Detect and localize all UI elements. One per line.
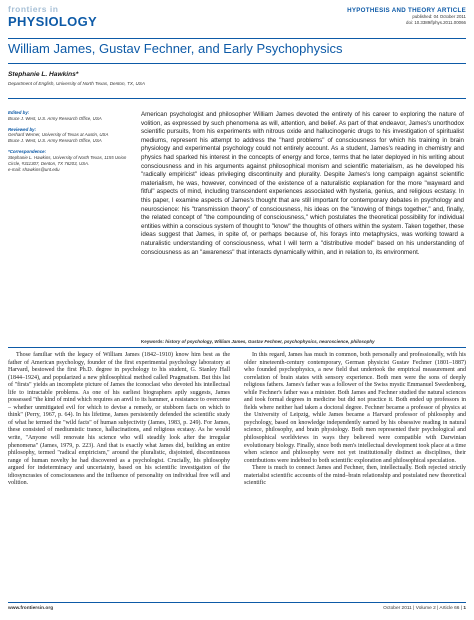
header-rule xyxy=(8,38,466,39)
journal-logo xyxy=(8,5,97,28)
keywords-list: history of psychology, William James, Gustav Fechner, psychophysics, neuroscience, philosophy xyxy=(165,339,375,344)
article-type: HYPOTHESIS AND THEORY ARTICLE xyxy=(347,7,466,14)
affiliation-rule xyxy=(8,98,466,99)
correspondence-label: *Correspondence: xyxy=(8,149,47,155)
footer-date-volume: October 2011 | Volume 2 | Article 66 | xyxy=(383,606,462,611)
article-meta xyxy=(347,7,466,25)
logo-main-text: PHYSIOLOGY xyxy=(8,13,97,29)
keywords-rule xyxy=(8,347,466,348)
edited-by-label: Edited by: xyxy=(8,110,30,115)
body-column-right xyxy=(244,352,466,488)
article-title: William James, Gustav Fechner, and Early Psychophysics xyxy=(8,41,343,56)
title-rule xyxy=(8,63,466,64)
body-column-left xyxy=(8,352,230,488)
correspondence-value: Stephanie L. Hawkins, University of North Texas, 1155 Union Circle, #311307, Denton, TX 76203, USA. e-mail: shawkins@unt.edu xyxy=(8,154,127,172)
doi: doi: 10.3389/fphys.2011.00066 xyxy=(406,19,466,25)
journal-header xyxy=(8,0,466,36)
published-date: published: 04 October 2011 xyxy=(412,14,466,19)
journal-url[interactable]: www.frontiersin.org xyxy=(8,606,54,611)
reviewed-by-label: Reviewed by: xyxy=(8,126,37,132)
body-paragraph: Those familiar with the legacy of William James (1842–1910) know him best as the father of American psychology, founder of the first experimental psychology laboratory at Harvard, bestowed the first Ph.D. degree in psychology to his student, G. Stanley Hall (1844–1924), and popularized a new philosophical method called Pragmatism. But this list of "firsts" yields an incomplete picture of James the iconoclast who devoted his intellectual life to intractable problems. As one of his earliest biographers aptly suggests, James possessed "the kind of mind which requires an anvil to its hammer, a resistance to overcome – whether unmitigated evil for which to devise a remedy, or stubborn facts on which to think" (Perry, 1967, p. 64). In his lifetime, James persistently defended the scientific study of what he termed the "wild facts" of human subjectivity (James, 1983, p. 249). For James, these consisted of mediumistic trance, hallucinations, and religious ecstasy. As he would write, "Anyone will renovate his science who will steadily look after the irregular phenomena" (James, 1979, p. 223). And that is exactly what James did, building an entire philosophy, termed "radical empiricism," around the pluralistic, disjointed, discontinuous range of human novelty he had discovered as a psychologist. Crucially, his philosophy argued for indeterminacy and uncertainty, based on his scientific investigation of the idiosyncrasies of consciousness and the influence of personality on individual free will and volition. xyxy=(8,352,230,487)
keywords xyxy=(141,339,464,344)
footer-citation xyxy=(383,606,466,611)
body-paragraph: There is much to connect James and Fechner, then, intellectually. Both rejected strictly materialist scientific accounts of the mind–brain relationship and postulated new theoretical scientific xyxy=(244,465,466,487)
page-number: 1 xyxy=(463,606,466,611)
reviewed-by-value: Gerhard Werner, University of Texas at Austin, USA Bruce J. West, U.S. Army Research Office, USA xyxy=(8,132,109,144)
editorial-sidebar xyxy=(8,110,128,172)
author-name: Stephanie L. Hawkins* xyxy=(8,71,79,78)
logo-top-text: frontiers in xyxy=(8,4,59,14)
edited-by-value: Bruce J. West, U.S. Army Research Office, USA xyxy=(8,115,102,121)
author-affiliation: Department of English, University of North Texas, Denton, TX, USA xyxy=(8,81,145,86)
abstract: American psychologist and philosopher William James devoted the entirety of his career to exploring the nature of volition, as expressed by such phenomena as will, attention, and belief. As part of that endeavor, James's unorthodox scientific pursuits, from his experiments with nitrous oxide and hallucinogenic drugs to his investigation of spiritualist mediums, represent his attempt to address the "hard problems" of consciousness for which his training in brain physiology and experimental psychology could not entirely account. As a student, James's reading in chemistry and physics had sparked his interest in the concepts of energy and force, terms that he later deployed in his writing about consciousness and in his arguments against philosophical monism and scientific materialism, as he developed his "radically empiricist" ideas privileging discontinuity and plurality. Despite James's long campaign against scientific materialism, he was, however, convinced of the existence of a naturalistic explanation for the more "wayward and fitful" aspects of mind, including transcendent experiences associated with hysteria, genius, and religious ecstasy. In this paper, I examine aspects of James's thought that are still important for contemporary debates in psychology and neuroscience: his "transmission theory" of consciousness, his ideas on the "knowing of things together," and, finally, the related concept of "the compounding of consciousness," which postulates the theoretical possibility for individual entities within a conscious system of thought to "know" the thoughts of others within the system. Taken together, these ideas suggest that James, in spite of, or perhaps because of, his forays into metaphysics, was working toward a naturalistic understanding of consciousness, what I will term a "distributive model" based on his understanding of consciousness as an "awareness" that interacts dynamically within, and in relation to, its environment. xyxy=(141,111,464,256)
body-paragraph: In this regard, James has much in common, both personally and professionally, with his older nineteenth-century contemporary, German physicist Gustav Fechner (1801–1887) who founded psychophysics, a new field that undertook the empirical measurement and correlation of brain states with sensory experience. Both men were the sons of deeply religious fathers. James's father was a follower of the Swiss mystic Emmanuel Swedenborg, while Fechner's father was a minister. Both James and Fechner studied the natural sciences and took formal degrees in medicine but did not practice it. Both ended up professors in fields where neither had taken a doctoral degree. Fechner became a professor of physics at the University of Leipzig, while James became a Harvard professor of philosophy and psychology, based on knowledge independently earned by his obsessive reading in natural science, philosophy, and brain physiology. Both men represented their psychological and philosophical worldviews in ways they believed were compatible with Darwinian evolutionary biology. Finally, since both men's intellectual development took place at a time when science and philosophy were not yet institutionally distinct as disciplines, their contributions were indebted to both scientific exploration and philosophical speculation. xyxy=(244,352,466,464)
keywords-label: Keywords: xyxy=(141,339,165,344)
footer-rule xyxy=(8,602,466,603)
